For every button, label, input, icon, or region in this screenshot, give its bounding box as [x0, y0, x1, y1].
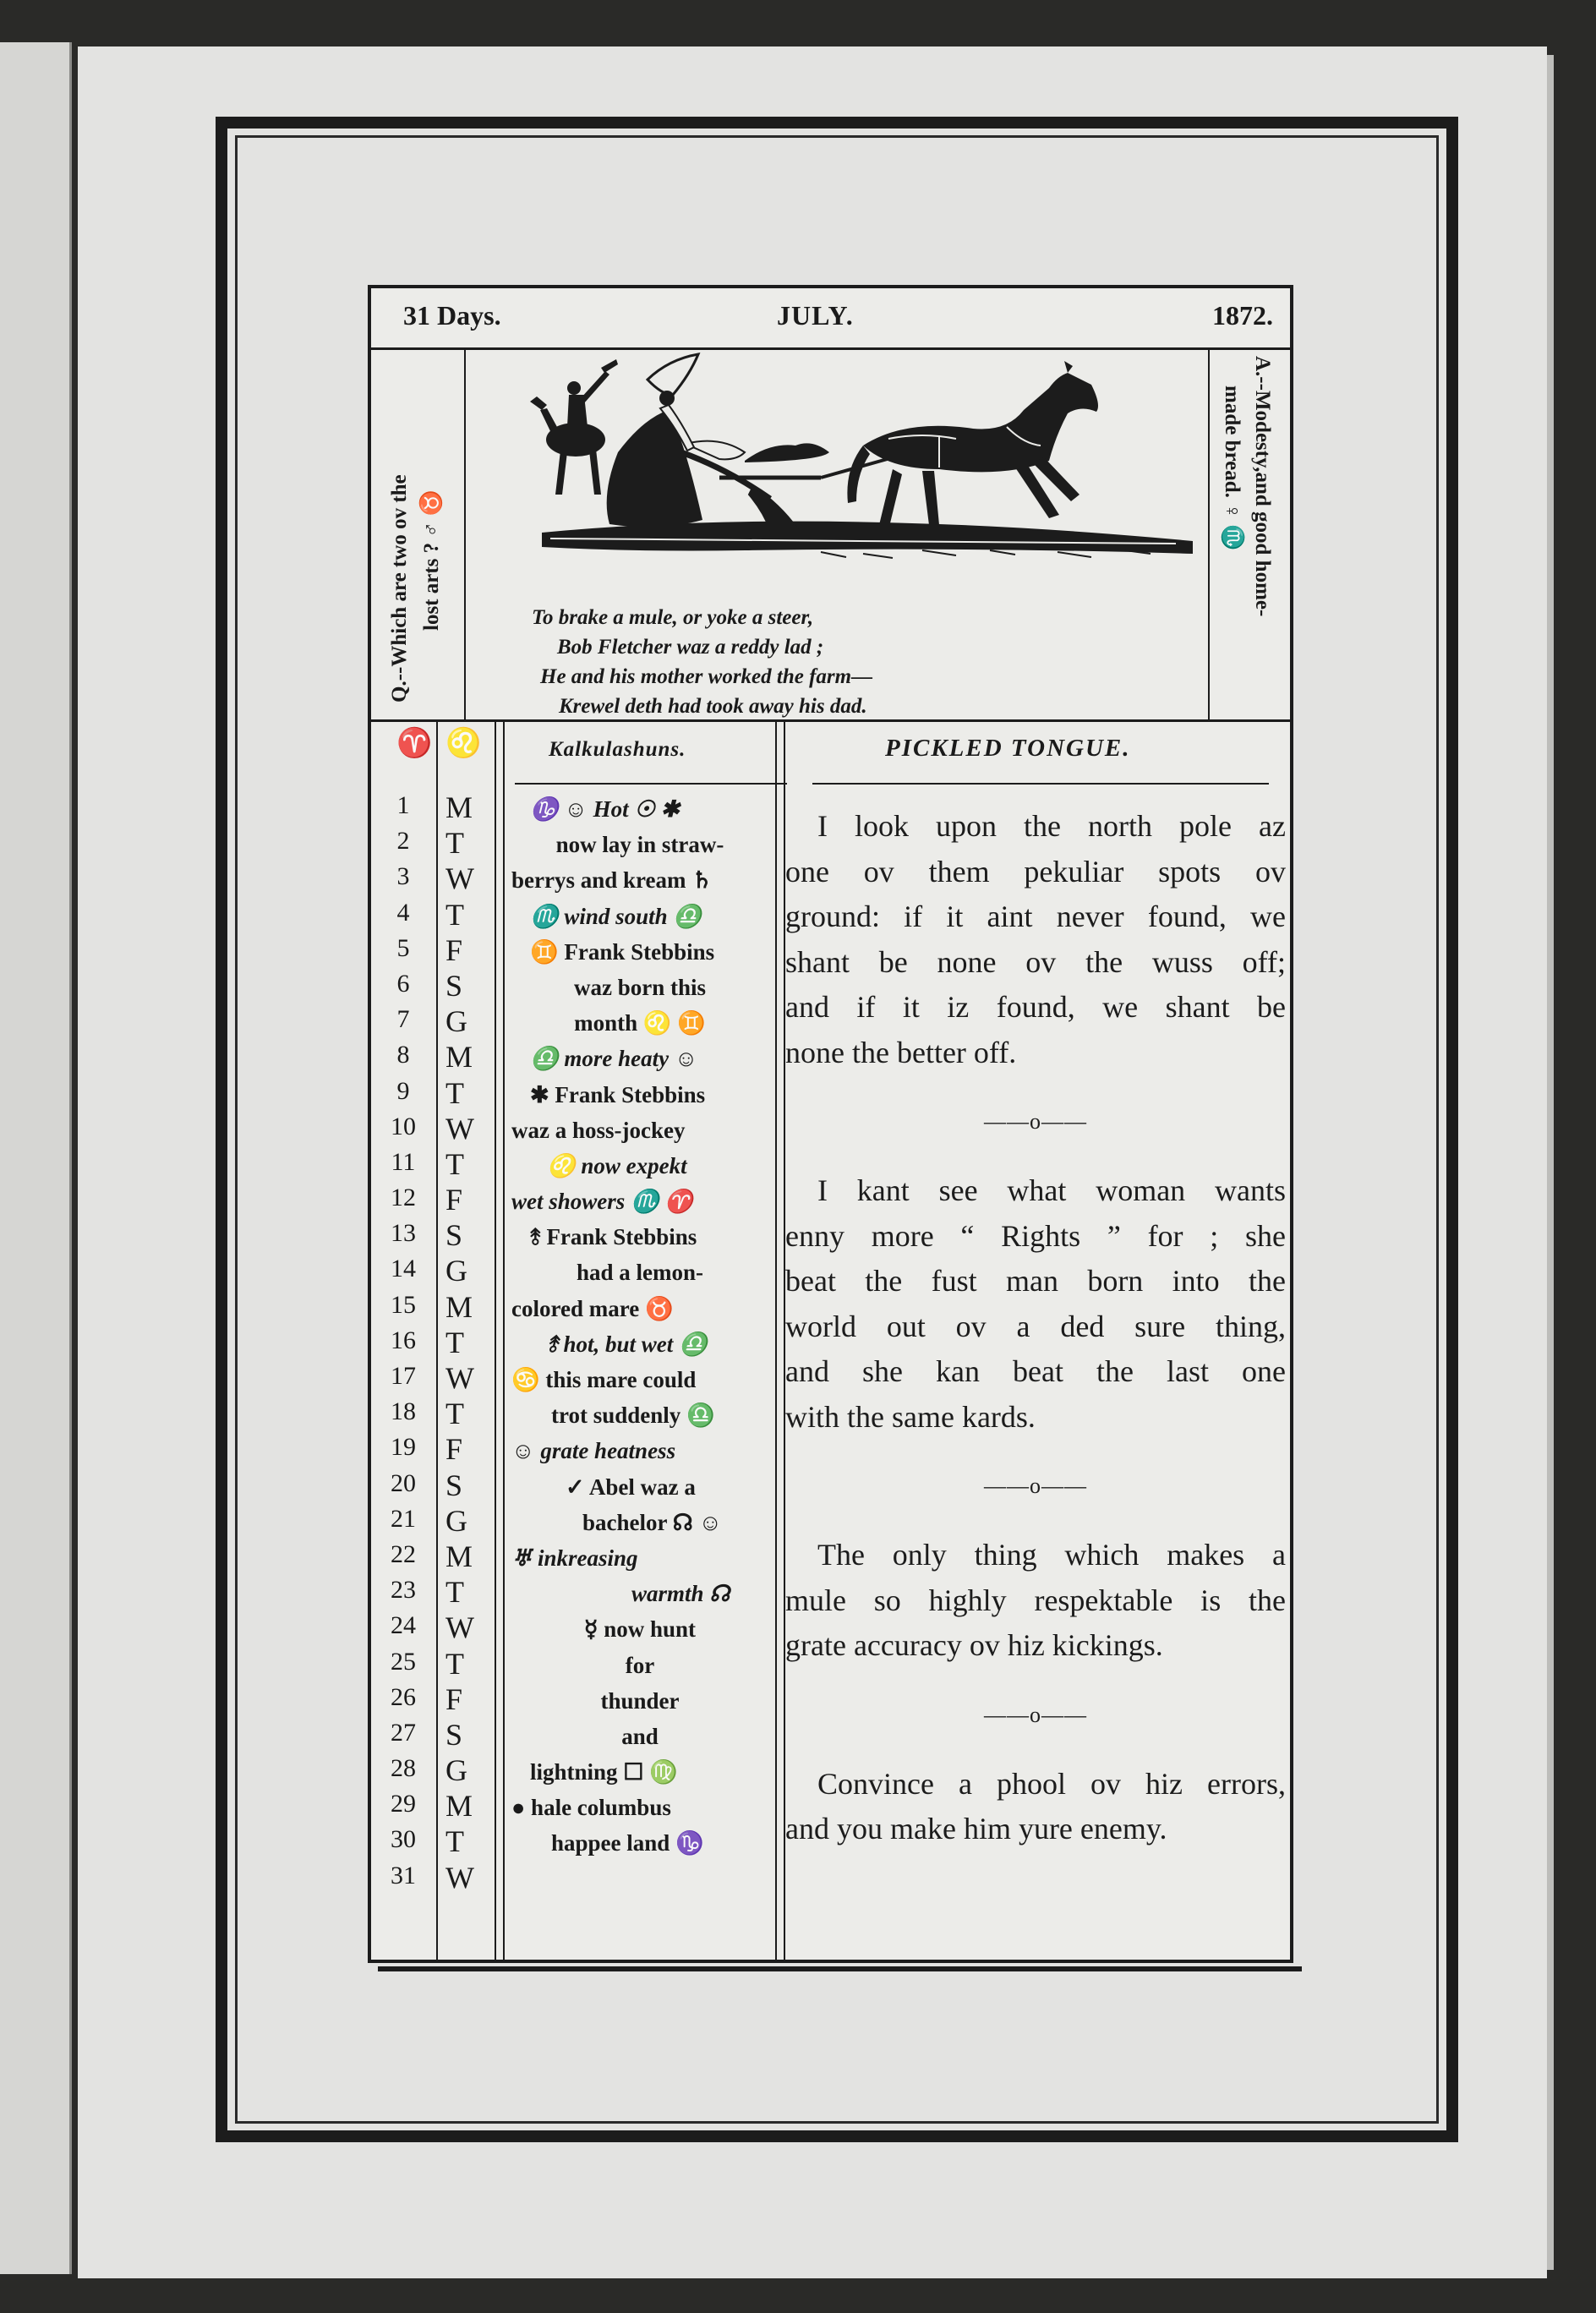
text-line: and she kan beat the last one	[785, 1354, 1286, 1388]
text-line: with the same kards.	[785, 1399, 1036, 1434]
day-row	[371, 790, 495, 825]
calculation-line: ♋ this mare could	[511, 1367, 697, 1392]
weekday-letter: S	[445, 968, 463, 1003]
day-number: 27	[391, 1718, 416, 1747]
page-fore-edge	[1547, 55, 1554, 2270]
day-row	[371, 1182, 495, 1217]
day-row	[371, 1824, 495, 1859]
calculation-line: ✓ Abel waz a	[566, 1474, 696, 1500]
day-number: 8	[396, 1041, 410, 1069]
day-number: 16	[391, 1326, 416, 1354]
almanac-panel	[368, 285, 1293, 1963]
calculation-line: and	[621, 1723, 659, 1749]
text-line: beat the fust man born into the	[785, 1264, 1286, 1298]
separator: ——o——	[984, 1474, 1087, 1498]
text-line: Convince a phool ov hiz errors,	[817, 1766, 1286, 1801]
calculation-line: now lay in straw-	[555, 832, 724, 858]
weekday-letter: T	[445, 1824, 464, 1859]
left-page-edge	[0, 42, 72, 2274]
weekday-letter: T	[445, 1575, 464, 1610]
paragraph-woman-rights	[785, 1168, 1286, 1440]
weekday-letter: M	[445, 790, 473, 824]
day-row	[371, 1217, 495, 1253]
text-line: none the better off.	[785, 1035, 1017, 1069]
weekday-letter: G	[445, 1503, 467, 1538]
day-row	[371, 1289, 495, 1325]
day-number: 31	[391, 1861, 416, 1889]
day-number: 18	[391, 1397, 416, 1426]
text-line: I kant see what woman wants	[817, 1173, 1286, 1207]
day-row	[371, 1646, 495, 1681]
calculation-line: month ♌ ♊	[574, 1010, 706, 1036]
day-number: 21	[391, 1504, 416, 1533]
calculation-line: ♊ Frank Stebbins	[530, 938, 715, 965]
day-number: 26	[391, 1682, 416, 1711]
day-number: 24	[391, 1611, 416, 1640]
day-number: 25	[391, 1647, 416, 1676]
illustration-area	[371, 347, 1290, 722]
day-number: 4	[396, 898, 410, 927]
weekday-letter: F	[445, 1681, 463, 1716]
text-line: ground: if it aint never found, we	[785, 900, 1286, 933]
day-row	[371, 825, 495, 861]
calculation-line: ♌ now expekt	[547, 1152, 687, 1178]
text-line: shant be none ov the wuss off;	[785, 944, 1286, 979]
weekday-letter: W	[445, 1610, 474, 1645]
paragraph-north-pole	[785, 804, 1286, 1075]
answer-line-2: made bread. ♀ ♏	[1221, 386, 1243, 551]
day-number: 11	[391, 1147, 416, 1176]
calculation-line: ⥉ Frank Stebbins	[530, 1224, 697, 1250]
weekday-letter: M	[445, 1289, 473, 1324]
day-number: 17	[391, 1362, 416, 1390]
day-row	[371, 897, 495, 932]
day-number: 5	[396, 933, 410, 962]
day-number: 22	[391, 1539, 416, 1568]
pickled-tongue-heading: PICKLED TONGUE.	[885, 735, 1131, 762]
calculation-line: wet showers ♏ ♈	[511, 1189, 694, 1215]
calculation-line: had a lemon-	[576, 1260, 704, 1286]
aries-symbol: ♈	[396, 726, 433, 760]
text-line: mule so highly respektable is the	[785, 1583, 1286, 1617]
calculation-line: warmth ☊	[631, 1581, 730, 1607]
separator: ——o——	[984, 1702, 1087, 1727]
calculations-heading: Kalkulashuns.	[549, 738, 686, 761]
calculation-line: thunder	[600, 1687, 680, 1714]
day-number: 6	[396, 969, 410, 998]
day-number: 14	[391, 1255, 416, 1283]
day-number: 23	[391, 1576, 416, 1605]
day-row	[371, 1468, 495, 1503]
day-row	[371, 1574, 495, 1610]
calculation-line: ☿ now hunt	[583, 1616, 697, 1643]
day-row	[371, 1717, 495, 1753]
text-line: one ov them pekuliar spots ov	[785, 854, 1286, 889]
weekday-letter: T	[445, 1646, 464, 1681]
weekday-letter: M	[445, 1040, 473, 1074]
separator: ——o——	[984, 1109, 1087, 1134]
day-number: 1	[396, 791, 410, 819]
day-number: 7	[396, 1005, 410, 1034]
side-answer	[1208, 347, 1290, 719]
day-number: 28	[391, 1754, 416, 1783]
day-row	[371, 1075, 495, 1111]
text-line: world out ov a ded sure thing,	[785, 1309, 1286, 1343]
verse-line-3: He and his mother worked the farm—	[540, 665, 873, 688]
day-number: 2	[396, 827, 410, 856]
day-row	[371, 1253, 495, 1288]
calculation-line: berrys and kream ♄	[511, 867, 713, 894]
day-row	[371, 932, 495, 968]
calc-heading-rule	[515, 783, 787, 785]
day-row	[371, 1146, 495, 1182]
day-row	[371, 1610, 495, 1645]
day-row	[371, 1753, 495, 1788]
weekday-letter: G	[445, 1004, 467, 1039]
days-count: 31 Days.	[403, 300, 501, 331]
weekday-letter: S	[445, 1218, 463, 1253]
weekday-letter: M	[445, 1789, 473, 1824]
calculation-line: happee land ♑	[551, 1830, 704, 1856]
text-line: and you make him yure enemy.	[785, 1812, 1167, 1845]
question-line-2: lost arts ? ♂ ♉	[420, 489, 443, 631]
day-number: 15	[391, 1290, 416, 1319]
day-row	[371, 1003, 495, 1039]
day-column	[371, 790, 495, 1895]
day-row	[371, 1111, 495, 1146]
day-row	[371, 1681, 495, 1717]
calculation-line: ● hale columbus	[511, 1795, 671, 1821]
day-number: 10	[391, 1112, 416, 1140]
day-number: 20	[391, 1468, 416, 1497]
text-line: The only thing which makes a	[817, 1538, 1286, 1572]
weekday-letter: T	[445, 826, 464, 861]
side-question	[371, 347, 466, 719]
day-number: 13	[391, 1219, 416, 1248]
weekday-letter: T	[445, 1146, 464, 1181]
weekday-letter: T	[445, 897, 464, 932]
day-row	[371, 968, 495, 1003]
calculation-line: ♑ ☺ Hot ☉ ✱	[530, 796, 680, 822]
day-number: 3	[396, 862, 410, 891]
verse-line-2: Bob Fletcher waz a reddy lad ;	[557, 636, 824, 659]
column-divider	[495, 719, 496, 1960]
day-number: 12	[391, 1184, 416, 1212]
day-row	[371, 1396, 495, 1431]
weekday-letter: S	[445, 1468, 463, 1502]
month-title: JULY.	[777, 300, 854, 331]
weekday-letter: F	[445, 1432, 463, 1467]
verse-line-1: To brake a mule, or yoke a steer,	[532, 606, 814, 629]
table-header	[371, 719, 1290, 770]
weekday-letter: M	[445, 1539, 473, 1573]
day-row	[371, 861, 495, 896]
weekday-letter: T	[445, 1075, 464, 1110]
day-number: 30	[391, 1825, 416, 1854]
day-row	[371, 1860, 495, 1895]
day-number: 9	[396, 1076, 410, 1105]
day-row	[371, 1039, 495, 1074]
calculation-line: waz born this	[573, 974, 706, 1000]
column-divider	[775, 719, 777, 1960]
text-line: and if it iz found, we shant be	[785, 990, 1286, 1024]
weekday-letter: T	[445, 1325, 464, 1359]
calculation-line: for	[625, 1652, 655, 1678]
calculation-line: ♅ inkreasing	[511, 1545, 638, 1571]
calculation-line: lightning ☐ ♍	[530, 1759, 678, 1785]
verse-line-4: Krewel deth had took away his dad.	[559, 695, 867, 718]
question-line-1: Q.--Which are two ov the	[388, 474, 411, 703]
day-row	[371, 1360, 495, 1396]
day-row	[371, 1539, 495, 1574]
pickled-tongue-text	[785, 804, 1286, 1852]
weekday-letter: W	[445, 1361, 474, 1395]
calculation-line: waz a hoss-jockey	[511, 1117, 686, 1143]
verse	[466, 603, 1210, 721]
year: 1872.	[1212, 300, 1273, 331]
almanac-header	[371, 288, 1290, 350]
answer-line-1: A.--Modesty,and good home-	[1251, 356, 1274, 617]
text-line: I look upon the north pole az	[817, 809, 1286, 843]
weekday-letter: S	[445, 1717, 463, 1752]
calculations-column	[505, 791, 775, 1862]
calculation-line: ✱ Frank Stebbins	[530, 1081, 706, 1107]
tongue-heading-rule	[812, 783, 1269, 785]
plowing-woodcut-illustration	[466, 351, 1210, 604]
day-number: 19	[391, 1433, 416, 1462]
calculation-line: ⥉ hot, but wet ♎	[547, 1331, 708, 1357]
weekday-letter: W	[445, 1860, 474, 1895]
day-row	[371, 1503, 495, 1539]
calculation-line: ♏ wind south ♎	[530, 903, 702, 929]
text-line: grate accuracy ov hiz kickings.	[785, 1628, 1163, 1662]
calculation-line: trot suddenly ♎	[551, 1403, 715, 1429]
text-line: enny more “ Rights ” for ; she	[785, 1218, 1286, 1253]
day-row	[371, 1788, 495, 1824]
calculation-line: ♎ more heaty ☺	[530, 1046, 698, 1072]
weekday-letter: G	[445, 1753, 467, 1788]
leo-symbol: ♌	[445, 726, 482, 760]
weekday-letter: F	[445, 932, 463, 967]
day-number: 29	[391, 1790, 416, 1818]
calculation-line: colored mare ♉	[511, 1295, 674, 1321]
day-row	[371, 1431, 495, 1467]
weekday-letter: W	[445, 1111, 474, 1146]
weekday-letter: W	[445, 861, 474, 896]
calculation-line: ☺ grate heatness	[511, 1438, 676, 1464]
paragraph-mule	[785, 1533, 1286, 1669]
paragraph-phool	[785, 1762, 1286, 1852]
weekday-letter: T	[445, 1397, 464, 1431]
weekday-letter: F	[445, 1183, 463, 1217]
day-row	[371, 1325, 495, 1360]
weekday-letter: G	[445, 1254, 467, 1288]
calculation-line: bachelor ☊ ☺	[582, 1509, 723, 1535]
